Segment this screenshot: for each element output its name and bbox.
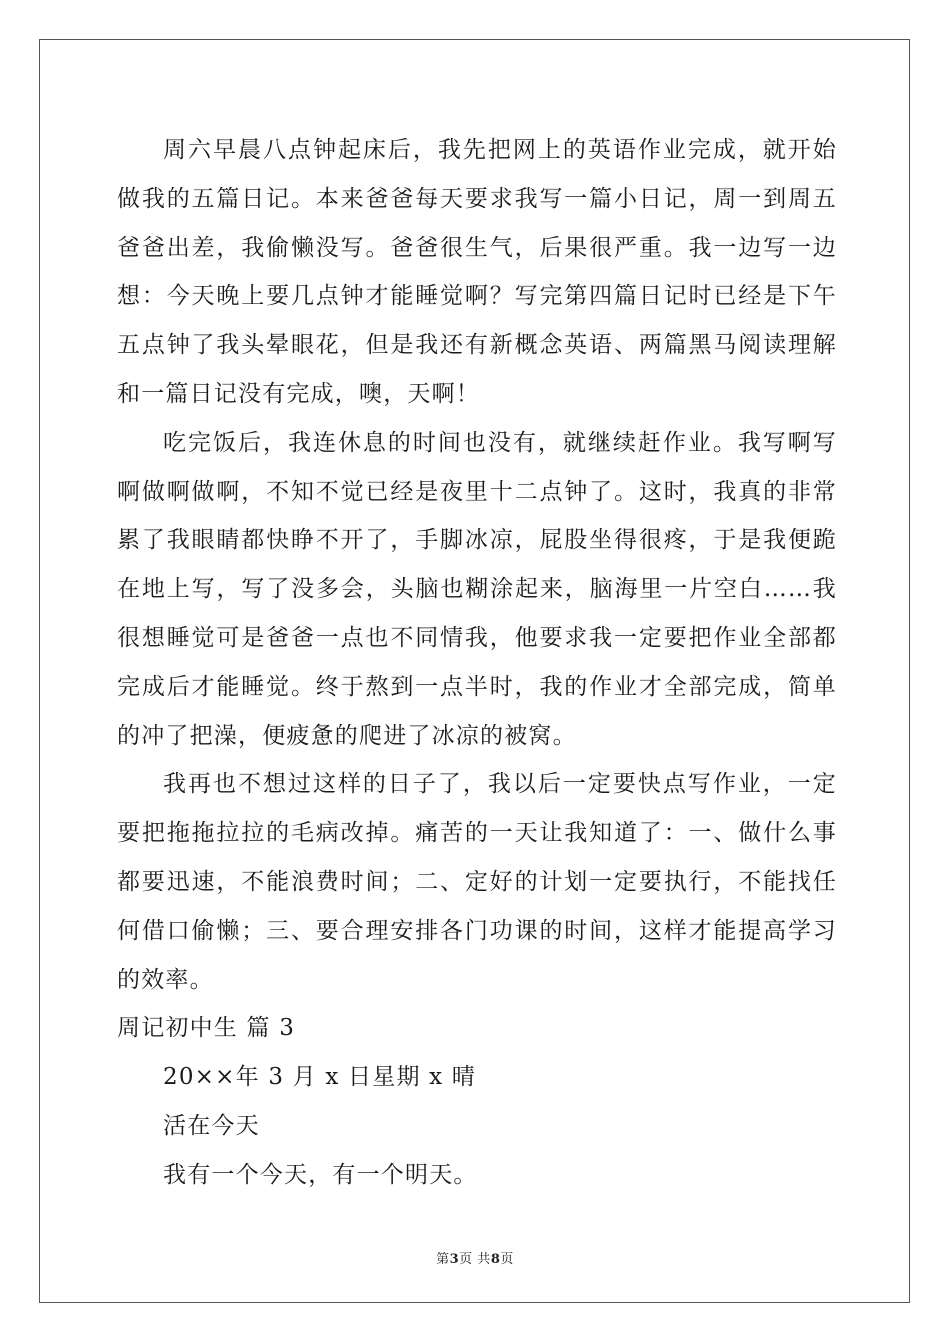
footer-suffix: 页 [500, 1252, 514, 1267]
paragraph: 吃完饭后，我连休息的时间也没有，就继续赶作业。我写啊写啊做啊做啊，不知不觉已经是夜里十二点钟了。这时，我真的非常累了我眼睛都快睁不开了，手脚冰凉，屁股坐得很疼，于是我便跪在地上写，写了没多会，头脑也糊涂起来，脑海里一片空白……我很想睡觉可是爸爸一点也不同情我，他要求我一定要把作业全部都完成后才能睡觉。终于熬到一点半时，我的作业才全部完成，简单的冲了把澡，便疲惫的爬进了冰凉的被窝。 [117, 429, 837, 749]
section-heading: 周记初中生 篇 3 [117, 1015, 296, 1042]
footer-middle: 页 共 [459, 1252, 491, 1267]
entry-first-line: 我有一个今天，有一个明天。 [163, 1161, 478, 1188]
page-footer [0, 1248, 950, 1267]
current-page-number: 3 [449, 1252, 460, 1267]
paragraph: 周六早晨八点钟起床后，我先把网上的英语作业完成，就开始做我的五篇日记。本来爸爸每天要求我写一篇小日记，周一到周五爸爸出差，我偷懒没写。爸爸很生气，后果很严重。我一边写一边想：今天晚上要几点钟才能睡觉啊？写完第四篇日记时已经是下午五点钟了我头晕眼花，但是我还有新概念英语、两篇黑马阅读理解和一篇日记没有完成，噢，天啊！ [117, 137, 837, 407]
footer-prefix: 第 [436, 1252, 450, 1267]
document-body [117, 126, 837, 1200]
total-page-count: 8 [490, 1252, 501, 1267]
paragraph: 我再也不想过这样的日子了，我以后一定要快点写作业，一定要把拖拖拉拉的毛病改掉。痛苦的一天让我知道了：一、做什么事都要迅速，不能浪费时间；二、定好的计划一定要执行，不能找任何借口偷懒；三、要合理安排各门功课的时间，这样才能提高学习的效率。 [117, 771, 837, 993]
date-line: 20××年 3 月 x 日星期 x 晴 [163, 1064, 477, 1091]
entry-title: 活在今天 [163, 1112, 260, 1139]
